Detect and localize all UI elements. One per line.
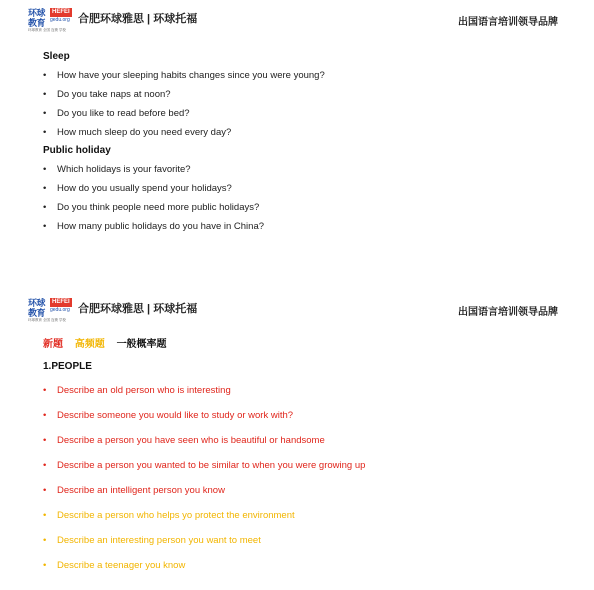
logo-chinese	[28, 8, 45, 28]
bullet: •	[43, 385, 47, 396]
page-2	[0, 290, 594, 590]
logo-tagline: 环球教育 全国 连锁 学校	[28, 318, 66, 322]
bullet: •	[43, 221, 47, 232]
question-item	[43, 560, 185, 571]
logo-url: gedu.org	[50, 17, 70, 23]
section-title-people: 1.PEOPLE	[43, 361, 92, 372]
question-text: Describe a person you wanted to be similar to when you were growing up	[57, 460, 366, 471]
logo-url: gedu.org	[50, 307, 70, 313]
logo-tagline: 环球教育 全国 连锁 学校	[28, 28, 66, 32]
legend-new: 新题	[43, 339, 63, 350]
bullet: •	[43, 485, 47, 496]
brand-name: 合肥环球雅思 | 环球托福	[78, 13, 198, 25]
bullet: •	[43, 560, 47, 571]
section-title-sleep: Sleep	[43, 51, 70, 62]
bullet: •	[43, 410, 47, 421]
logo-en: HEFEI	[52, 299, 70, 305]
slogan: 出国语言培训领导品牌	[458, 307, 558, 318]
list-item-text: Do you like to read before bed?	[57, 108, 190, 119]
difficulty-legend	[43, 335, 176, 350]
question-text: Describe someone you would like to study or work with?	[57, 410, 294, 421]
bullet: •	[43, 70, 47, 81]
question-item	[43, 485, 225, 496]
brand-name: 合肥环球雅思 | 环球托福	[78, 303, 198, 315]
list-item-text: How do you usually spend your holidays?	[57, 183, 232, 194]
list-item	[43, 108, 190, 119]
list-item-text: How have your sleeping habits changes since you were young?	[57, 70, 325, 81]
question-text: Describe an old person who is interesting	[57, 385, 231, 396]
question-item	[43, 435, 325, 446]
bullet: •	[43, 460, 47, 471]
list-item-text: How many public holidays do you have in China?	[57, 221, 265, 232]
bullet: •	[43, 127, 47, 138]
list-item-text: Do you think people need more public holidays?	[57, 202, 260, 213]
bullet: •	[43, 183, 47, 194]
list-item	[43, 202, 259, 213]
question-text: Describe a teenager you know	[57, 560, 186, 571]
logo-chinese	[28, 298, 45, 318]
question-item	[43, 460, 365, 471]
list-item-text: How much sleep do you need every day?	[57, 127, 232, 138]
logo-cn-line-1: 环球	[28, 8, 46, 18]
logo	[28, 8, 78, 30]
logo-cn-line-2: 教育	[28, 18, 46, 28]
page-header	[28, 6, 568, 32]
bullet: •	[43, 108, 47, 119]
list-item	[43, 70, 325, 81]
bullet: •	[43, 89, 47, 100]
question-item	[43, 410, 293, 421]
question-item	[43, 510, 295, 521]
list-item	[43, 164, 191, 175]
question-text: Describe a person who helps yo protect the environment	[57, 510, 295, 521]
page-header	[28, 296, 568, 322]
section-title-public-holiday: Public holiday	[43, 145, 111, 156]
bullet: •	[43, 535, 47, 546]
list-item-text: Which holidays is your favorite?	[57, 164, 191, 175]
bullet: •	[43, 164, 47, 175]
bullet: •	[43, 435, 47, 446]
logo-en: HEFEI	[52, 9, 70, 15]
list-item	[43, 89, 171, 100]
bullet: •	[43, 202, 47, 213]
logo	[28, 298, 78, 320]
list-item	[43, 127, 231, 138]
question-text: Describe an interesting person you want to meet	[57, 535, 261, 546]
logo-cn-line-1: 环球	[28, 298, 46, 308]
slogan: 出国语言培训领导品牌	[458, 17, 558, 28]
bullet: •	[43, 510, 47, 521]
question-item	[43, 535, 261, 546]
question-text: Describe an intelligent person you know	[57, 485, 225, 496]
list-item-text: Do you take naps at noon?	[57, 89, 171, 100]
legend-high-frequency: 高频题	[74, 339, 105, 350]
logo-cn-line-2: 教育	[28, 308, 46, 318]
question-text: Describe a person you have seen who is beautiful or handsome	[57, 435, 325, 446]
page-1	[0, 0, 594, 278]
list-item	[43, 221, 264, 232]
question-item	[43, 385, 231, 396]
list-item	[43, 183, 232, 194]
legend-general: 一般概率题	[116, 339, 167, 350]
